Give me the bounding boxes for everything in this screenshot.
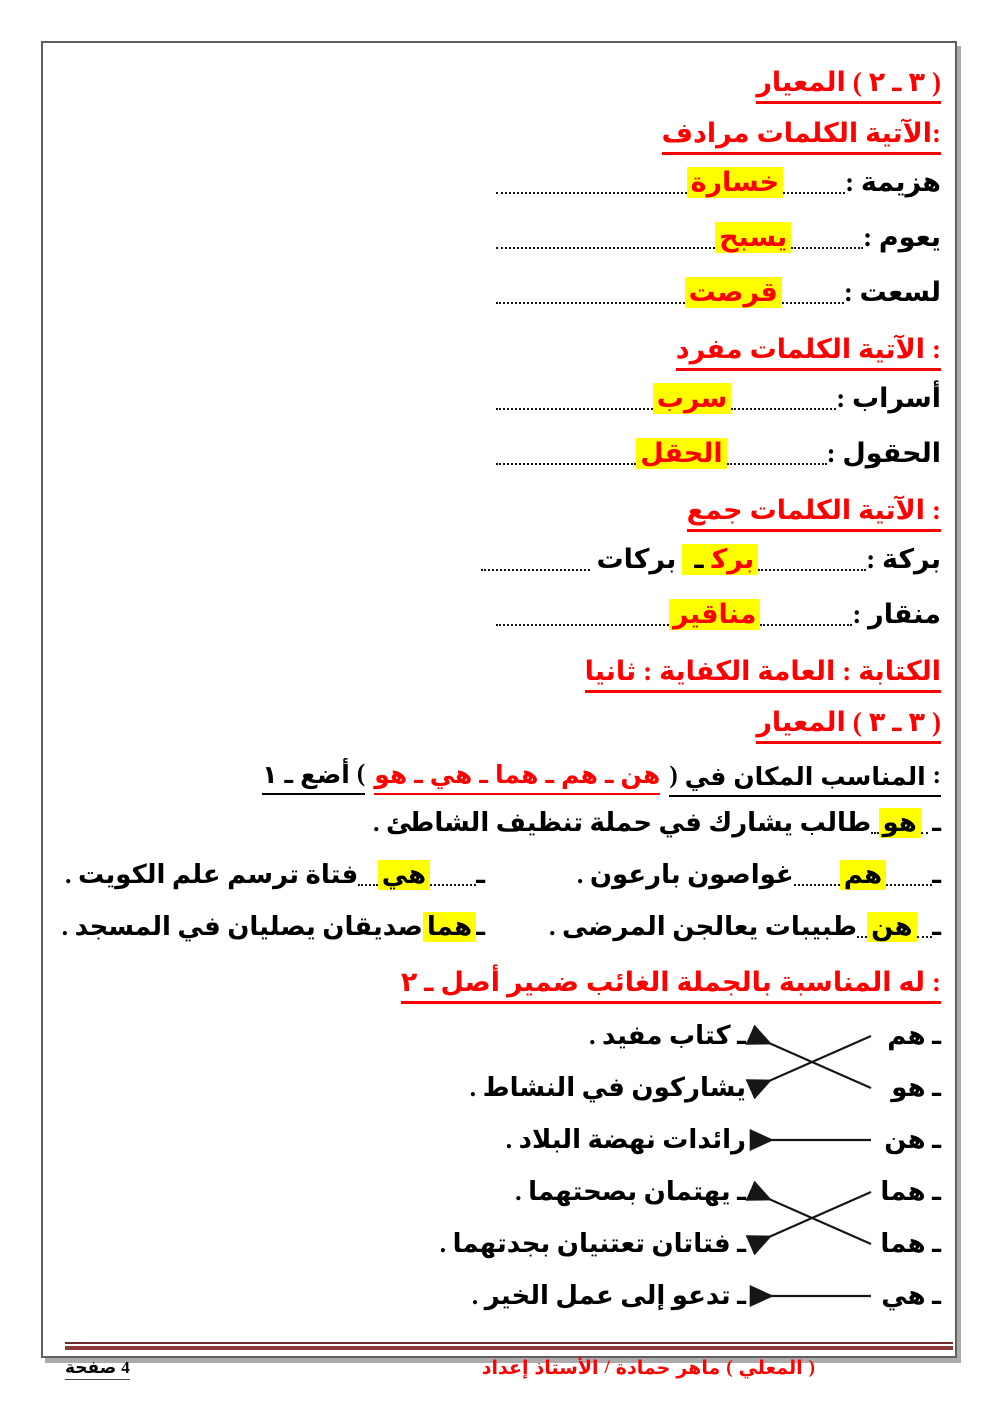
standard-title-1: المعيار ( ٢ ـ ٣ ): [756, 67, 941, 104]
dotted-leader: [496, 247, 715, 249]
answer-text: هم: [843, 860, 883, 889]
dotted-leader: [921, 832, 928, 834]
singular-heading: مفرد الكلمات الآتية :: [676, 334, 941, 371]
extra-answer: بركات: [596, 544, 677, 574]
dotted-leader: [871, 832, 878, 834]
highlighted-answer: [867, 912, 916, 942]
footer: [65, 1357, 941, 1380]
highlighted-answer: [423, 912, 476, 942]
footer-credit: إعداد الأستاذ / حمادة ماهر ( المعلي ): [481, 1357, 815, 1379]
answer-text: هما: [426, 912, 473, 941]
match-row: [65, 1166, 941, 1218]
dash-bullet: ـ: [476, 912, 485, 941]
page-number: صفحة 4: [65, 1358, 130, 1380]
fill-in-row: [549, 849, 941, 901]
dotted-leader: [886, 884, 932, 886]
dotted-leader: [791, 247, 863, 249]
word-label: منقار :: [852, 599, 941, 629]
dash-bullet: ـ: [932, 808, 941, 837]
answer-text: الحقل: [640, 438, 723, 468]
pronoun-item: ـ هما: [880, 1229, 941, 1258]
dash-bullet: ـ: [932, 860, 941, 889]
answer-text: هو: [882, 808, 917, 837]
fill-in-row: [549, 901, 941, 953]
fill-in-row: [65, 849, 485, 901]
exercise1-heading-post: ) في المكان المناسب :: [669, 762, 941, 797]
dotted-leader: [496, 192, 687, 194]
sentence-text: طبيبات يعالجن المرضى .: [549, 912, 858, 941]
dotted-leader: [430, 884, 476, 886]
answer-text: هن: [871, 912, 913, 941]
worksheet-page: [41, 41, 957, 1379]
dotted-leader: [857, 936, 867, 938]
pronoun-item: ـ هي: [881, 1281, 941, 1310]
fill-in-row: [373, 797, 941, 849]
answer-text: قرصت: [688, 277, 778, 307]
exercise1-options: هو ـ هي ـ هما ـ هم ـ هن: [374, 760, 660, 795]
dotted-leader: [782, 302, 844, 304]
dotted-leader: [496, 302, 685, 304]
dotted-leader: [496, 408, 653, 410]
pronoun-item: ـ هما: [880, 1177, 941, 1206]
section2-heading: ثانيا : الكفاية العامة : الكتابة: [585, 656, 941, 693]
plural-row: [496, 587, 941, 642]
word-label: لسعت :: [843, 277, 941, 307]
match-row: [65, 1218, 941, 1270]
highlighted-answer: [682, 544, 758, 575]
phrase-item: ـ تدعو إلى عمل الخير .: [471, 1281, 746, 1310]
answer-text: سرب: [656, 383, 728, 413]
plural-heading: جمع الكلمات الآتية :: [687, 495, 941, 532]
dotted-leader: [496, 624, 669, 626]
highlighted-answer: [653, 383, 731, 414]
highlighted-answer: [378, 860, 430, 890]
word-label: يعوم :: [863, 222, 941, 252]
word-label: بركة :: [866, 544, 941, 574]
phrase-item: ـ كتاب مفيد .: [589, 1021, 746, 1050]
highlighted-answer: [715, 222, 791, 253]
match-row: [65, 1114, 941, 1166]
dotted-leader: [758, 569, 866, 571]
dotted-leader: [731, 408, 836, 410]
phrase-item: ـ فتاتان تعتنيان بجدتهما .: [439, 1229, 746, 1258]
sentence-text: فتاة ترسم علم الكويت .: [65, 860, 359, 889]
singular-row: [496, 426, 941, 481]
plural-row: [481, 532, 941, 587]
dotted-leader: [917, 936, 933, 938]
highlighted-answer: [687, 167, 784, 198]
match-row: [65, 1010, 941, 1062]
highlighted-answer: [879, 808, 921, 838]
answer-text: مناقير: [673, 599, 757, 629]
highlighted-answer: [840, 860, 886, 890]
standard-title-2: المعيار ( ٣ ـ ٣ ): [756, 707, 941, 744]
answer-text: يسبح: [719, 222, 788, 252]
footer-rule: [65, 1342, 953, 1351]
dotted-leader: [783, 192, 845, 194]
highlighted-answer: [685, 277, 782, 308]
dotted-leader: [727, 463, 827, 465]
exercise1-heading: [262, 760, 941, 797]
answer-text: برك: [711, 544, 755, 574]
singular-row: [496, 371, 941, 426]
pronoun-item: ـ هم: [887, 1021, 941, 1050]
highlighted-answer: [636, 438, 726, 469]
dash-bullet: ـ: [476, 860, 485, 889]
phrase-item: يشاركون في النشاط .: [469, 1073, 746, 1102]
pronoun-item: ـ هن: [884, 1125, 941, 1154]
fill-in-row: [61, 901, 485, 953]
dotted-leader: [794, 884, 840, 886]
dotted-leader: [760, 624, 852, 626]
phrase-item: رائدات نهضة البلاد .: [505, 1125, 746, 1154]
sentence-text: صديقان يصليان في المسجد .: [61, 912, 423, 941]
dotted-leader: [496, 463, 636, 465]
dotted-leader: [358, 884, 377, 886]
answer-text: خسارة: [690, 167, 780, 197]
sentence-text: غواصون بارعون .: [576, 860, 794, 889]
fill-in-row-pair: [65, 849, 941, 901]
synonym-row: [496, 210, 941, 265]
answer-dash: ـ: [694, 544, 704, 574]
sentence-text: طالب يشارك في حملة تنظيف الشاطئ .: [373, 808, 872, 837]
match-row: [65, 1270, 941, 1322]
pronoun-item: ـ هو: [891, 1073, 941, 1102]
dotted-leader: [481, 569, 590, 571]
word-label: هزيمة :: [845, 167, 941, 197]
dash-bullet: ـ: [932, 912, 941, 941]
match-row: [65, 1062, 941, 1114]
matching-exercise: [65, 1010, 941, 1322]
word-label: أسراب :: [836, 383, 941, 413]
synonym-row: [496, 265, 941, 320]
answer-text: هي: [381, 860, 427, 889]
exercise1-heading-pre: ١ ـ أضع (: [262, 760, 365, 795]
highlighted-answer: [669, 599, 760, 630]
synonyms-heading: مرادف الكلمات الآتية:: [662, 118, 941, 155]
word-label: الحقول :: [826, 438, 941, 468]
synonym-row: [496, 155, 941, 210]
phrase-item: ـ يهتمان بصحتهما .: [515, 1177, 746, 1206]
exercise2-heading: ٢ ـ أصل ضمير الغائب بالجملة المناسبة له :: [401, 967, 941, 1004]
fill-in-row-pair: [61, 901, 941, 953]
